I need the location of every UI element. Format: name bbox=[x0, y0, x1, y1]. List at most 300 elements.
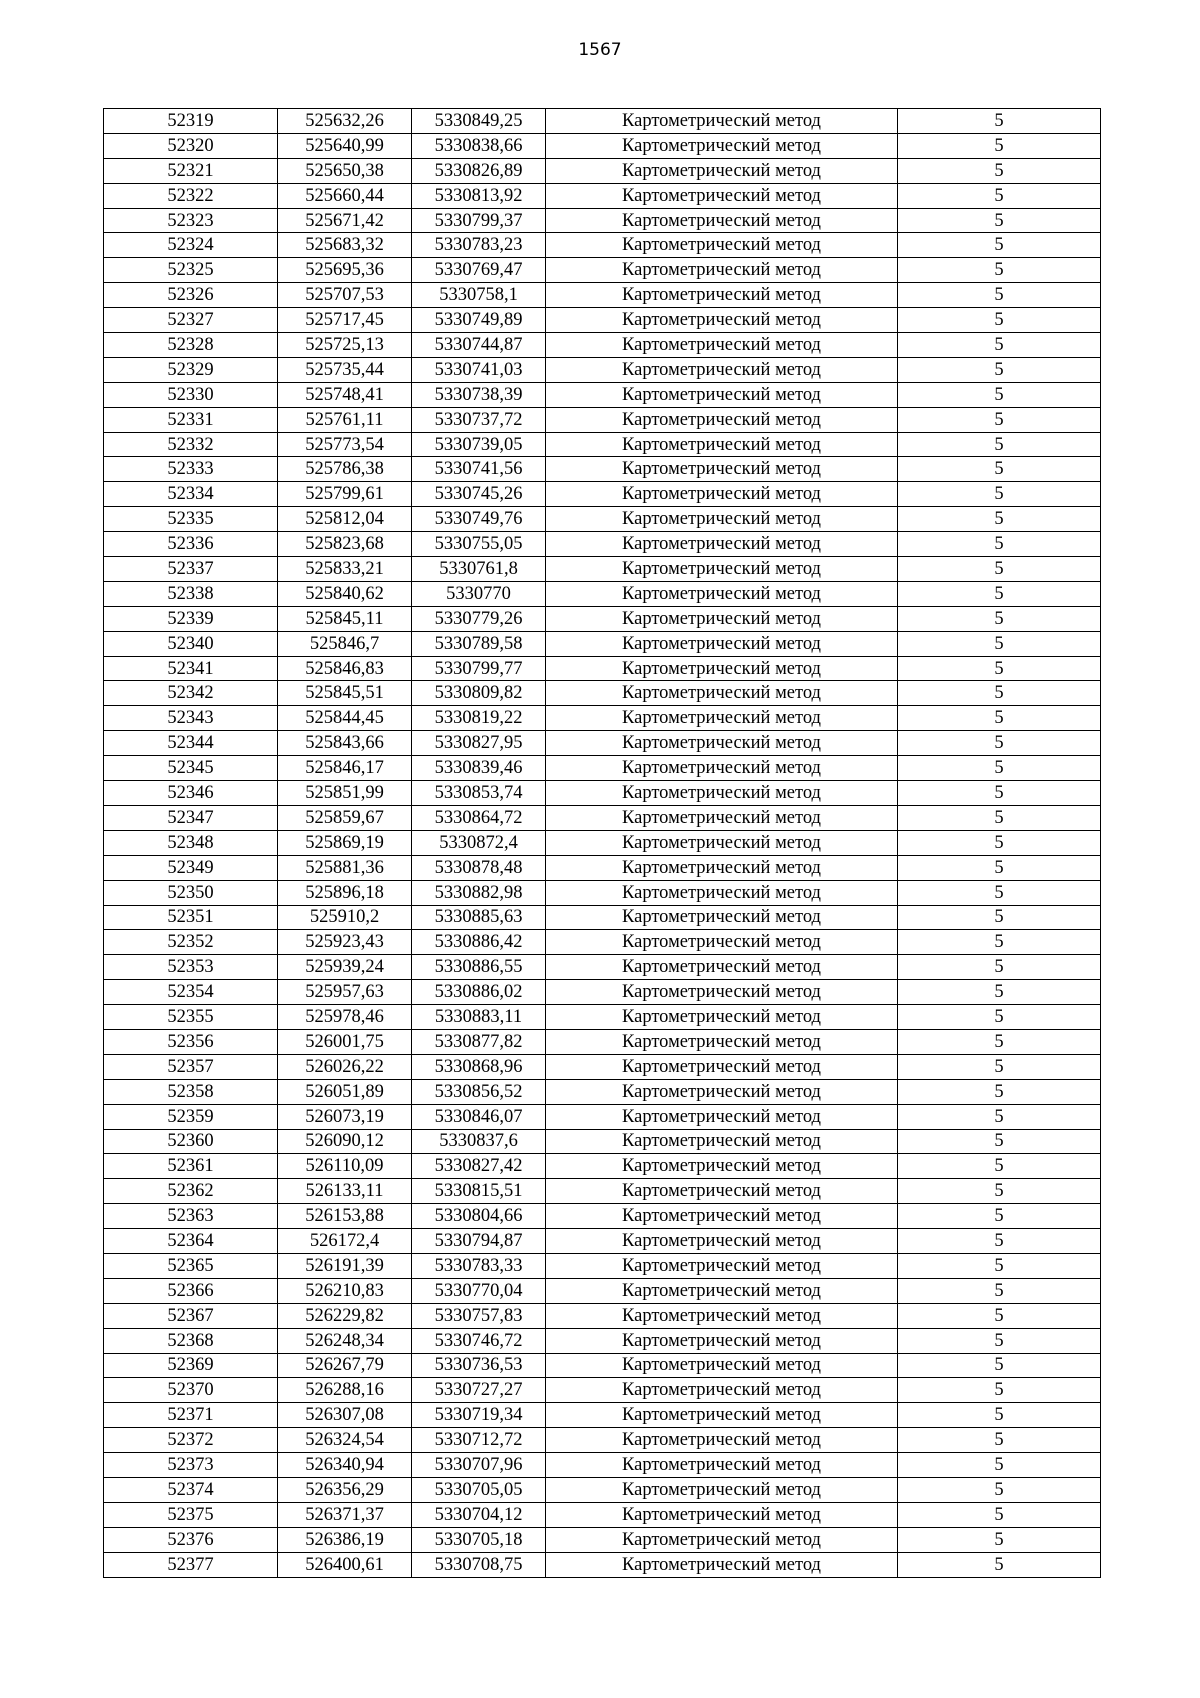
point-number-cell: 52357 bbox=[104, 1054, 278, 1079]
accuracy-cell: 5 bbox=[898, 158, 1101, 183]
table-row bbox=[104, 1029, 1101, 1054]
method-cell: Картометрический метод bbox=[546, 880, 898, 905]
point-number-cell: 52351 bbox=[104, 905, 278, 930]
accuracy-cell: 5 bbox=[898, 756, 1101, 781]
accuracy-cell: 5 bbox=[898, 557, 1101, 582]
method-cell: Картометрический метод bbox=[546, 955, 898, 980]
point-number-cell: 52352 bbox=[104, 930, 278, 955]
method-cell: Картометрический метод bbox=[546, 1079, 898, 1104]
x-coordinate-cell: 526153,88 bbox=[278, 1204, 412, 1229]
x-coordinate-cell: 525910,2 bbox=[278, 905, 412, 930]
method-cell: Картометрический метод bbox=[546, 208, 898, 233]
x-coordinate-cell: 525869,19 bbox=[278, 830, 412, 855]
accuracy-cell: 5 bbox=[898, 1428, 1101, 1453]
method-cell: Картометрический метод bbox=[546, 731, 898, 756]
method-cell: Картометрический метод bbox=[546, 980, 898, 1005]
table-row bbox=[104, 1204, 1101, 1229]
accuracy-cell: 5 bbox=[898, 1453, 1101, 1478]
y-coordinate-cell: 5330739,05 bbox=[412, 432, 546, 457]
accuracy-cell: 5 bbox=[898, 880, 1101, 905]
y-coordinate-cell: 5330746,72 bbox=[412, 1328, 546, 1353]
table-row bbox=[104, 1278, 1101, 1303]
point-number-cell: 52376 bbox=[104, 1527, 278, 1552]
point-number-cell: 52356 bbox=[104, 1029, 278, 1054]
x-coordinate-cell: 526400,61 bbox=[278, 1552, 412, 1577]
x-coordinate-cell: 526172,4 bbox=[278, 1229, 412, 1254]
method-cell: Картометрический метод bbox=[546, 283, 898, 308]
table-row bbox=[104, 880, 1101, 905]
table-row bbox=[104, 557, 1101, 582]
table-row bbox=[104, 532, 1101, 557]
table-row bbox=[104, 308, 1101, 333]
point-number-cell: 52332 bbox=[104, 432, 278, 457]
point-number-cell: 52347 bbox=[104, 805, 278, 830]
y-coordinate-cell: 5330741,56 bbox=[412, 457, 546, 482]
accuracy-cell: 5 bbox=[898, 805, 1101, 830]
y-coordinate-cell: 5330704,12 bbox=[412, 1502, 546, 1527]
table-row bbox=[104, 1453, 1101, 1478]
y-coordinate-cell: 5330779,26 bbox=[412, 606, 546, 631]
point-number-cell: 52355 bbox=[104, 1005, 278, 1030]
x-coordinate-cell: 526051,89 bbox=[278, 1079, 412, 1104]
method-cell: Картометрический метод bbox=[546, 233, 898, 258]
method-cell: Картометрический метод bbox=[546, 1353, 898, 1378]
y-coordinate-cell: 5330738,39 bbox=[412, 382, 546, 407]
accuracy-cell: 5 bbox=[898, 308, 1101, 333]
table-row bbox=[104, 507, 1101, 532]
method-cell: Картометрический метод bbox=[546, 1403, 898, 1428]
point-number-cell: 52364 bbox=[104, 1229, 278, 1254]
x-coordinate-cell: 525799,61 bbox=[278, 482, 412, 507]
x-coordinate-cell: 525695,36 bbox=[278, 258, 412, 283]
x-coordinate-cell: 525773,54 bbox=[278, 432, 412, 457]
method-cell: Картометрический метод bbox=[546, 308, 898, 333]
x-coordinate-cell: 525812,04 bbox=[278, 507, 412, 532]
y-coordinate-cell: 5330882,98 bbox=[412, 880, 546, 905]
point-number-cell: 52329 bbox=[104, 357, 278, 382]
point-number-cell: 52363 bbox=[104, 1204, 278, 1229]
accuracy-cell: 5 bbox=[898, 1179, 1101, 1204]
y-coordinate-cell: 5330761,8 bbox=[412, 557, 546, 582]
point-number-cell: 52326 bbox=[104, 283, 278, 308]
method-cell: Картометрический метод bbox=[546, 407, 898, 432]
point-number-cell: 52343 bbox=[104, 706, 278, 731]
accuracy-cell: 5 bbox=[898, 830, 1101, 855]
accuracy-cell: 5 bbox=[898, 1378, 1101, 1403]
x-coordinate-cell: 526324,54 bbox=[278, 1428, 412, 1453]
x-coordinate-cell: 525650,38 bbox=[278, 158, 412, 183]
x-coordinate-cell: 525978,46 bbox=[278, 1005, 412, 1030]
table-row bbox=[104, 382, 1101, 407]
accuracy-cell: 5 bbox=[898, 1403, 1101, 1428]
y-coordinate-cell: 5330794,87 bbox=[412, 1229, 546, 1254]
y-coordinate-cell: 5330827,42 bbox=[412, 1154, 546, 1179]
accuracy-cell: 5 bbox=[898, 1154, 1101, 1179]
accuracy-cell: 5 bbox=[898, 333, 1101, 358]
y-coordinate-cell: 5330846,07 bbox=[412, 1104, 546, 1129]
method-cell: Картометрический метод bbox=[546, 656, 898, 681]
table-row bbox=[104, 1328, 1101, 1353]
x-coordinate-cell: 526307,08 bbox=[278, 1403, 412, 1428]
method-cell: Картометрический метод bbox=[546, 1527, 898, 1552]
x-coordinate-cell: 525881,36 bbox=[278, 855, 412, 880]
method-cell: Картометрический метод bbox=[546, 1104, 898, 1129]
method-cell: Картометрический метод bbox=[546, 557, 898, 582]
point-number-cell: 52374 bbox=[104, 1477, 278, 1502]
x-coordinate-cell: 525859,67 bbox=[278, 805, 412, 830]
table-row bbox=[104, 1129, 1101, 1154]
method-cell: Картометрический метод bbox=[546, 1054, 898, 1079]
y-coordinate-cell: 5330719,34 bbox=[412, 1403, 546, 1428]
y-coordinate-cell: 5330705,18 bbox=[412, 1527, 546, 1552]
y-coordinate-cell: 5330853,74 bbox=[412, 781, 546, 806]
point-number-cell: 52337 bbox=[104, 557, 278, 582]
table-row bbox=[104, 357, 1101, 382]
point-number-cell: 52342 bbox=[104, 681, 278, 706]
x-coordinate-cell: 525840,62 bbox=[278, 581, 412, 606]
accuracy-cell: 5 bbox=[898, 1204, 1101, 1229]
y-coordinate-cell: 5330885,63 bbox=[412, 905, 546, 930]
y-coordinate-cell: 5330856,52 bbox=[412, 1079, 546, 1104]
y-coordinate-cell: 5330813,92 bbox=[412, 183, 546, 208]
method-cell: Картометрический метод bbox=[546, 756, 898, 781]
y-coordinate-cell: 5330712,72 bbox=[412, 1428, 546, 1453]
x-coordinate-cell: 525845,51 bbox=[278, 681, 412, 706]
accuracy-cell: 5 bbox=[898, 382, 1101, 407]
y-coordinate-cell: 5330737,72 bbox=[412, 407, 546, 432]
y-coordinate-cell: 5330708,75 bbox=[412, 1552, 546, 1577]
method-cell: Картометрический метод bbox=[546, 109, 898, 134]
accuracy-cell: 5 bbox=[898, 656, 1101, 681]
y-coordinate-cell: 5330705,05 bbox=[412, 1477, 546, 1502]
x-coordinate-cell: 525846,17 bbox=[278, 756, 412, 781]
method-cell: Картометрический метод bbox=[546, 1179, 898, 1204]
point-number-cell: 52324 bbox=[104, 233, 278, 258]
y-coordinate-cell: 5330789,58 bbox=[412, 631, 546, 656]
y-coordinate-cell: 5330886,02 bbox=[412, 980, 546, 1005]
table-row bbox=[104, 1104, 1101, 1129]
accuracy-cell: 5 bbox=[898, 855, 1101, 880]
point-number-cell: 52367 bbox=[104, 1303, 278, 1328]
y-coordinate-cell: 5330749,76 bbox=[412, 507, 546, 532]
y-coordinate-cell: 5330839,46 bbox=[412, 756, 546, 781]
point-number-cell: 52320 bbox=[104, 133, 278, 158]
y-coordinate-cell: 5330826,89 bbox=[412, 158, 546, 183]
accuracy-cell: 5 bbox=[898, 681, 1101, 706]
accuracy-cell: 5 bbox=[898, 1029, 1101, 1054]
x-coordinate-cell: 525717,45 bbox=[278, 308, 412, 333]
point-number-cell: 52327 bbox=[104, 308, 278, 333]
point-number-cell: 52362 bbox=[104, 1179, 278, 1204]
method-cell: Картометрический метод bbox=[546, 1005, 898, 1030]
table-row bbox=[104, 283, 1101, 308]
method-cell: Картометрический метод bbox=[546, 581, 898, 606]
method-cell: Картометрический метод bbox=[546, 1278, 898, 1303]
accuracy-cell: 5 bbox=[898, 980, 1101, 1005]
y-coordinate-cell: 5330758,1 bbox=[412, 283, 546, 308]
accuracy-cell: 5 bbox=[898, 1079, 1101, 1104]
method-cell: Картометрический метод bbox=[546, 855, 898, 880]
method-cell: Картометрический метод bbox=[546, 606, 898, 631]
accuracy-cell: 5 bbox=[898, 1502, 1101, 1527]
method-cell: Картометрический метод bbox=[546, 1253, 898, 1278]
table-row bbox=[104, 706, 1101, 731]
x-coordinate-cell: 526073,19 bbox=[278, 1104, 412, 1129]
y-coordinate-cell: 5330755,05 bbox=[412, 532, 546, 557]
accuracy-cell: 5 bbox=[898, 109, 1101, 134]
y-coordinate-cell: 5330827,95 bbox=[412, 731, 546, 756]
y-coordinate-cell: 5330744,87 bbox=[412, 333, 546, 358]
point-number-cell: 52361 bbox=[104, 1154, 278, 1179]
table-row bbox=[104, 1527, 1101, 1552]
y-coordinate-cell: 5330819,22 bbox=[412, 706, 546, 731]
y-coordinate-cell: 5330749,89 bbox=[412, 308, 546, 333]
method-cell: Картометрический метод bbox=[546, 1328, 898, 1353]
x-coordinate-cell: 525660,44 bbox=[278, 183, 412, 208]
table-row bbox=[104, 1079, 1101, 1104]
table-row bbox=[104, 1303, 1101, 1328]
accuracy-cell: 5 bbox=[898, 606, 1101, 631]
method-cell: Картометрический метод bbox=[546, 482, 898, 507]
x-coordinate-cell: 526267,79 bbox=[278, 1353, 412, 1378]
x-coordinate-cell: 525761,11 bbox=[278, 407, 412, 432]
table-row bbox=[104, 1378, 1101, 1403]
table-row bbox=[104, 1353, 1101, 1378]
accuracy-cell: 5 bbox=[898, 482, 1101, 507]
table-row bbox=[104, 158, 1101, 183]
accuracy-cell: 5 bbox=[898, 955, 1101, 980]
y-coordinate-cell: 5330736,53 bbox=[412, 1353, 546, 1378]
table-row bbox=[104, 1054, 1101, 1079]
table-row bbox=[104, 233, 1101, 258]
accuracy-cell: 5 bbox=[898, 1353, 1101, 1378]
method-cell: Картометрический метод bbox=[546, 830, 898, 855]
point-number-cell: 52348 bbox=[104, 830, 278, 855]
x-coordinate-cell: 525671,42 bbox=[278, 208, 412, 233]
point-number-cell: 52338 bbox=[104, 581, 278, 606]
point-number-cell: 52319 bbox=[104, 109, 278, 134]
point-number-cell: 52371 bbox=[104, 1403, 278, 1428]
point-number-cell: 52344 bbox=[104, 731, 278, 756]
point-number-cell: 52334 bbox=[104, 482, 278, 507]
method-cell: Картометрический метод bbox=[546, 532, 898, 557]
table-row bbox=[104, 756, 1101, 781]
point-number-cell: 52350 bbox=[104, 880, 278, 905]
accuracy-cell: 5 bbox=[898, 1253, 1101, 1278]
x-coordinate-cell: 525632,26 bbox=[278, 109, 412, 134]
point-number-cell: 52365 bbox=[104, 1253, 278, 1278]
accuracy-cell: 5 bbox=[898, 532, 1101, 557]
accuracy-cell: 5 bbox=[898, 1129, 1101, 1154]
accuracy-cell: 5 bbox=[898, 1527, 1101, 1552]
point-number-cell: 52336 bbox=[104, 532, 278, 557]
table-row bbox=[104, 830, 1101, 855]
table-row bbox=[104, 133, 1101, 158]
method-cell: Картометрический метод bbox=[546, 1229, 898, 1254]
point-number-cell: 52331 bbox=[104, 407, 278, 432]
table-row bbox=[104, 980, 1101, 1005]
table-row bbox=[104, 333, 1101, 358]
point-number-cell: 52325 bbox=[104, 258, 278, 283]
table-row bbox=[104, 208, 1101, 233]
accuracy-cell: 5 bbox=[898, 407, 1101, 432]
table-row bbox=[104, 407, 1101, 432]
point-number-cell: 52322 bbox=[104, 183, 278, 208]
method-cell: Картометрический метод bbox=[546, 333, 898, 358]
x-coordinate-cell: 526371,37 bbox=[278, 1502, 412, 1527]
x-coordinate-cell: 526340,94 bbox=[278, 1453, 412, 1478]
table-row bbox=[104, 432, 1101, 457]
x-coordinate-cell: 525923,43 bbox=[278, 930, 412, 955]
page-number: 1567 bbox=[578, 40, 622, 60]
point-number-cell: 52345 bbox=[104, 756, 278, 781]
y-coordinate-cell: 5330809,82 bbox=[412, 681, 546, 706]
y-coordinate-cell: 5330783,33 bbox=[412, 1253, 546, 1278]
x-coordinate-cell: 526248,34 bbox=[278, 1328, 412, 1353]
y-coordinate-cell: 5330849,25 bbox=[412, 109, 546, 134]
x-coordinate-cell: 525735,44 bbox=[278, 357, 412, 382]
point-number-cell: 52330 bbox=[104, 382, 278, 407]
y-coordinate-cell: 5330741,03 bbox=[412, 357, 546, 382]
method-cell: Картометрический метод bbox=[546, 631, 898, 656]
x-coordinate-cell: 526110,09 bbox=[278, 1154, 412, 1179]
x-coordinate-cell: 525845,11 bbox=[278, 606, 412, 631]
x-coordinate-cell: 526191,39 bbox=[278, 1253, 412, 1278]
point-number-cell: 52369 bbox=[104, 1353, 278, 1378]
y-coordinate-cell: 5330727,27 bbox=[412, 1378, 546, 1403]
y-coordinate-cell: 5330707,96 bbox=[412, 1453, 546, 1478]
y-coordinate-cell: 5330804,66 bbox=[412, 1204, 546, 1229]
accuracy-cell: 5 bbox=[898, 781, 1101, 806]
y-coordinate-cell: 5330886,55 bbox=[412, 955, 546, 980]
table-row bbox=[104, 183, 1101, 208]
point-number-cell: 52375 bbox=[104, 1502, 278, 1527]
accuracy-cell: 5 bbox=[898, 432, 1101, 457]
point-number-cell: 52339 bbox=[104, 606, 278, 631]
method-cell: Картометрический метод bbox=[546, 1477, 898, 1502]
point-number-cell: 52377 bbox=[104, 1552, 278, 1577]
table-row bbox=[104, 1428, 1101, 1453]
method-cell: Картометрический метод bbox=[546, 133, 898, 158]
table-row bbox=[104, 1229, 1101, 1254]
point-number-cell: 52349 bbox=[104, 855, 278, 880]
method-cell: Картометрический метод bbox=[546, 432, 898, 457]
table-row bbox=[104, 258, 1101, 283]
coordinates-table-body bbox=[104, 109, 1101, 1578]
method-cell: Картометрический метод bbox=[546, 781, 898, 806]
y-coordinate-cell: 5330770,04 bbox=[412, 1278, 546, 1303]
point-number-cell: 52373 bbox=[104, 1453, 278, 1478]
method-cell: Картометрический метод bbox=[546, 1303, 898, 1328]
point-number-cell: 52366 bbox=[104, 1278, 278, 1303]
table-row bbox=[104, 955, 1101, 980]
table-row bbox=[104, 1179, 1101, 1204]
y-coordinate-cell: 5330799,77 bbox=[412, 656, 546, 681]
method-cell: Картометрический метод bbox=[546, 905, 898, 930]
accuracy-cell: 5 bbox=[898, 1552, 1101, 1577]
x-coordinate-cell: 525843,66 bbox=[278, 731, 412, 756]
method-cell: Картометрический метод bbox=[546, 1428, 898, 1453]
y-coordinate-cell: 5330757,83 bbox=[412, 1303, 546, 1328]
x-coordinate-cell: 525896,18 bbox=[278, 880, 412, 905]
x-coordinate-cell: 525640,99 bbox=[278, 133, 412, 158]
method-cell: Картометрический метод bbox=[546, 1129, 898, 1154]
x-coordinate-cell: 525748,41 bbox=[278, 382, 412, 407]
y-coordinate-cell: 5330886,42 bbox=[412, 930, 546, 955]
accuracy-cell: 5 bbox=[898, 1005, 1101, 1030]
table-row bbox=[104, 855, 1101, 880]
y-coordinate-cell: 5330770 bbox=[412, 581, 546, 606]
table-row bbox=[104, 631, 1101, 656]
table-row bbox=[104, 457, 1101, 482]
x-coordinate-cell: 526090,12 bbox=[278, 1129, 412, 1154]
x-coordinate-cell: 525846,7 bbox=[278, 631, 412, 656]
method-cell: Картометрический метод bbox=[546, 457, 898, 482]
y-coordinate-cell: 5330878,48 bbox=[412, 855, 546, 880]
x-coordinate-cell: 526026,22 bbox=[278, 1054, 412, 1079]
table-row bbox=[104, 1005, 1101, 1030]
method-cell: Картометрический метод bbox=[546, 258, 898, 283]
x-coordinate-cell: 525833,21 bbox=[278, 557, 412, 582]
point-number-cell: 52341 bbox=[104, 656, 278, 681]
point-number-cell: 52335 bbox=[104, 507, 278, 532]
accuracy-cell: 5 bbox=[898, 930, 1101, 955]
accuracy-cell: 5 bbox=[898, 1104, 1101, 1129]
table-row bbox=[104, 606, 1101, 631]
x-coordinate-cell: 525707,53 bbox=[278, 283, 412, 308]
method-cell: Картометрический метод bbox=[546, 706, 898, 731]
method-cell: Картометрический метод bbox=[546, 681, 898, 706]
x-coordinate-cell: 526001,75 bbox=[278, 1029, 412, 1054]
table-row bbox=[104, 581, 1101, 606]
y-coordinate-cell: 5330815,51 bbox=[412, 1179, 546, 1204]
x-coordinate-cell: 526356,29 bbox=[278, 1477, 412, 1502]
accuracy-cell: 5 bbox=[898, 1278, 1101, 1303]
table-row bbox=[104, 930, 1101, 955]
y-coordinate-cell: 5330745,26 bbox=[412, 482, 546, 507]
method-cell: Картометрический метод bbox=[546, 1029, 898, 1054]
point-number-cell: 52354 bbox=[104, 980, 278, 1005]
x-coordinate-cell: 525957,63 bbox=[278, 980, 412, 1005]
table-row bbox=[104, 109, 1101, 134]
accuracy-cell: 5 bbox=[898, 1054, 1101, 1079]
accuracy-cell: 5 bbox=[898, 258, 1101, 283]
accuracy-cell: 5 bbox=[898, 706, 1101, 731]
table-row bbox=[104, 1403, 1101, 1428]
y-coordinate-cell: 5330864,72 bbox=[412, 805, 546, 830]
accuracy-cell: 5 bbox=[898, 133, 1101, 158]
point-number-cell: 52370 bbox=[104, 1378, 278, 1403]
y-coordinate-cell: 5330838,66 bbox=[412, 133, 546, 158]
x-coordinate-cell: 526229,82 bbox=[278, 1303, 412, 1328]
table-row bbox=[104, 1154, 1101, 1179]
y-coordinate-cell: 5330799,37 bbox=[412, 208, 546, 233]
point-number-cell: 52323 bbox=[104, 208, 278, 233]
y-coordinate-cell: 5330783,23 bbox=[412, 233, 546, 258]
accuracy-cell: 5 bbox=[898, 905, 1101, 930]
coordinates-table bbox=[103, 108, 1101, 1578]
accuracy-cell: 5 bbox=[898, 233, 1101, 258]
accuracy-cell: 5 bbox=[898, 507, 1101, 532]
point-number-cell: 52360 bbox=[104, 1129, 278, 1154]
method-cell: Картометрический метод bbox=[546, 1204, 898, 1229]
table-row bbox=[104, 681, 1101, 706]
x-coordinate-cell: 526210,83 bbox=[278, 1278, 412, 1303]
y-coordinate-cell: 5330877,82 bbox=[412, 1029, 546, 1054]
table-row bbox=[104, 1552, 1101, 1577]
y-coordinate-cell: 5330872,4 bbox=[412, 830, 546, 855]
point-number-cell: 52372 bbox=[104, 1428, 278, 1453]
